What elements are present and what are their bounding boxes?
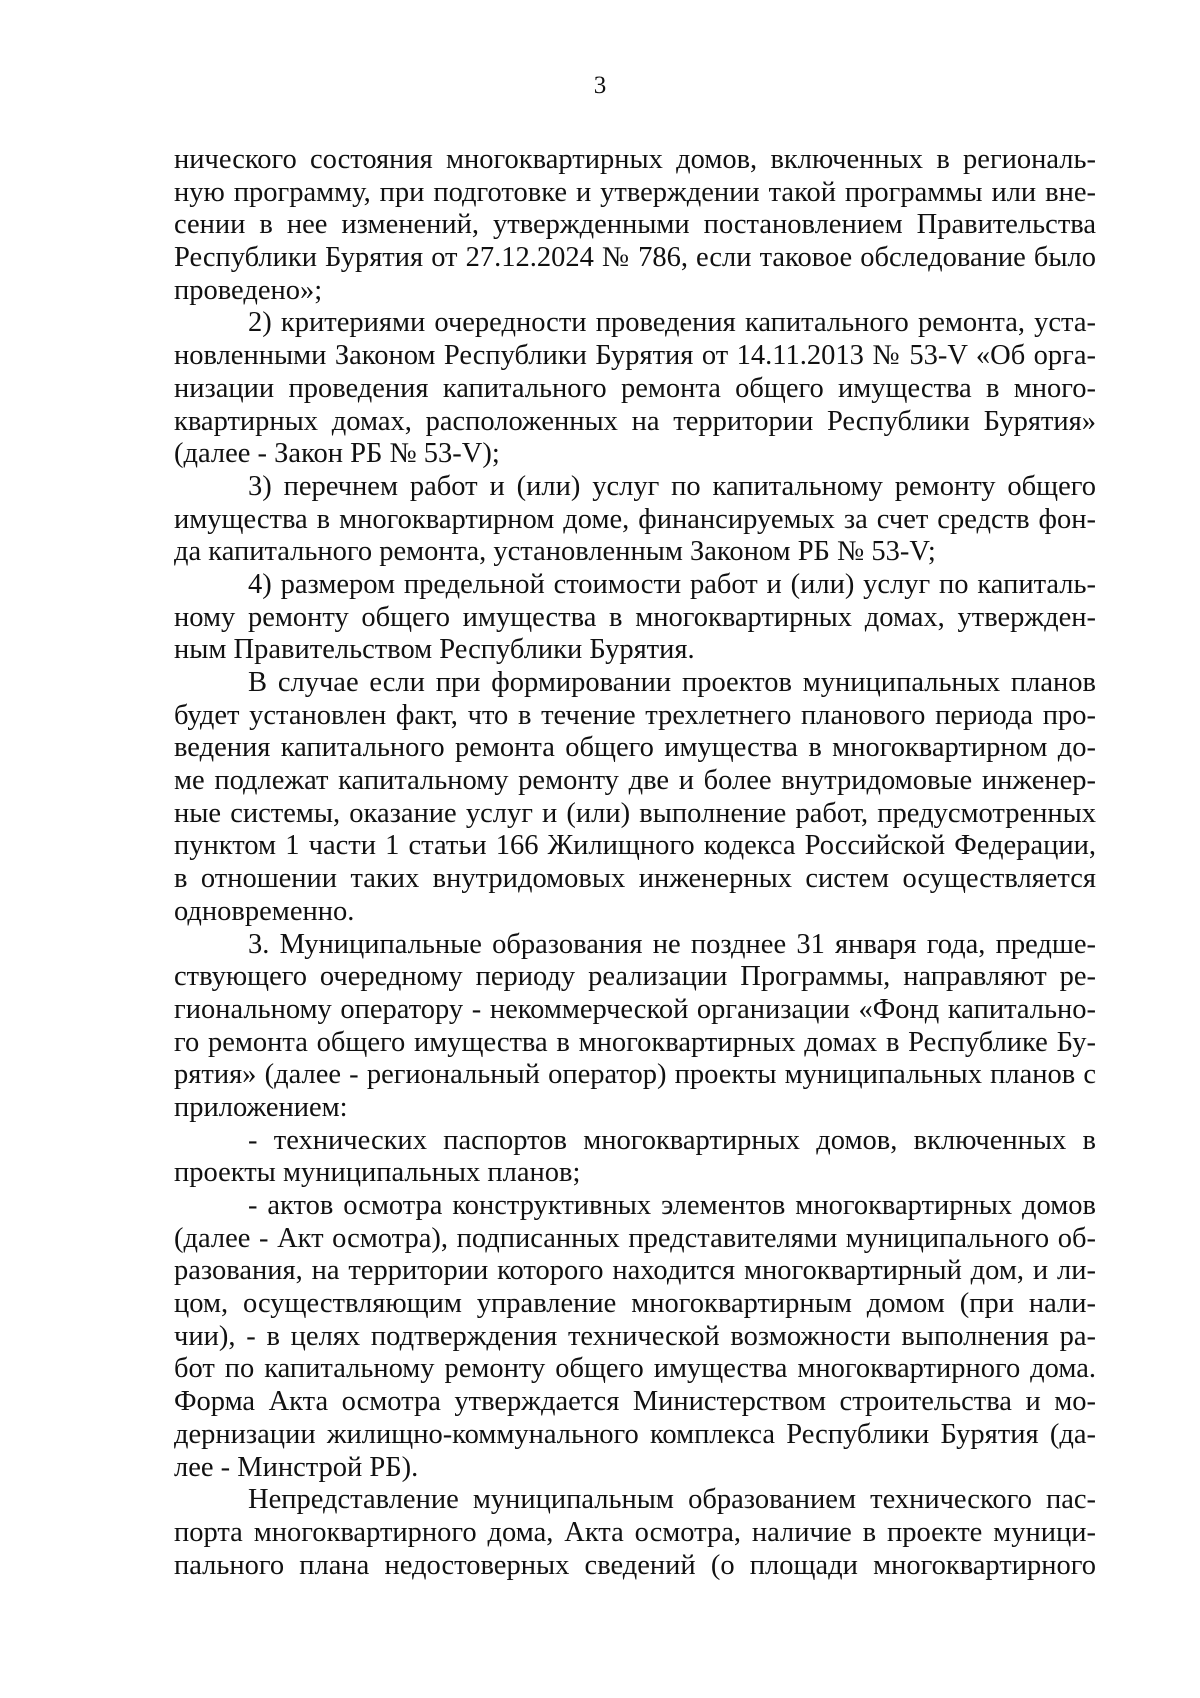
text-line: да капитального ремонта, установленным Законом РБ № 53-V;: [174, 536, 936, 568]
text-line: чии), - в целях подтверждения технической возможности выполнения ра-: [174, 1320, 1096, 1352]
text-line: го ремонта общего имущества в многоквартирных домах в Республике Бу-: [174, 1026, 1096, 1058]
text-line: дернизации жилищно-коммунального комплекса Республики Бурятия (да-: [174, 1418, 1096, 1450]
text-line: ному ремонту общего имущества в многоквартирных домах, утвержден-: [174, 601, 1096, 633]
text-line: пального плана недостоверных сведений (о площади многоквартирного: [174, 1549, 1096, 1581]
text-line: лее - Минстрой РБ).: [174, 1451, 419, 1483]
text-line: Республики Бурятия от 27.12.2024 № 786, если таковое обследование было: [174, 242, 1096, 274]
text-line: В случае если при формировании проектов муниципальных планов: [248, 667, 1096, 698]
text-line: бот по капитальному ремонту общего имущества многоквартирного дома.: [174, 1353, 1096, 1385]
text-line: ные системы, оказание услуг и (или) выполнение работ, предусмотренных: [174, 797, 1096, 829]
text-line: 3) перечнем работ и (или) услуг по капитальному ремонту общего: [248, 470, 1096, 502]
text-line: 2) критериями очередности проведения капитального ремонта, уста-: [248, 307, 1096, 339]
text-line: имущества в многоквартирном доме, финансируемых за счет средств фон-: [174, 503, 1096, 535]
text-line: ную программу, при подготовке и утверждении такой программы или вне-: [174, 176, 1096, 208]
text-line: (далее - Закон РБ № 53-V);: [174, 438, 500, 470]
text-line: квартирных домах, расположенных на территории Республики Бурятия»: [174, 405, 1096, 437]
text-line: сении в нее изменений, утвержденными постановлением Правительства: [174, 209, 1096, 241]
text-line: (далее - Акт осмотра), подписанных представителями муниципального об-: [174, 1222, 1096, 1254]
text-line: проведено»;: [174, 274, 323, 306]
document-body: [174, 144, 1096, 1582]
text-line: низации проведения капитального ремонта общего имущества в много-: [174, 372, 1096, 404]
text-line: проекты муниципальных планов;: [174, 1157, 581, 1189]
text-line: цом, осуществляющим управление многоквартирным домом (при нали-: [174, 1288, 1096, 1320]
page-number: 3: [593, 72, 607, 99]
text-line: гиональному оператору - некоммерческой организации «Фонд капитально-: [174, 993, 1096, 1025]
text-line: приложением:: [174, 1091, 348, 1123]
text-line: ме подлежат капитальному ремонту две и более внутридомовые инженер-: [174, 765, 1096, 797]
text-line: - актов осмотра конструктивных элементов многоквартирных домов: [248, 1190, 1096, 1221]
text-line: пунктом 1 части 1 статьи 166 Жилищного кодекса Российской Федерации,: [174, 830, 1096, 862]
text-line: в отношении таких внутридомовых инженерных систем осуществляется: [174, 863, 1096, 895]
text-line: одновременно.: [174, 895, 355, 927]
text-line: ным Правительством Республики Бурятия.: [174, 634, 695, 666]
text-line: будет установлен факт, что в течение трехлетнего планового периода про-: [174, 699, 1096, 731]
text-line: рятия» (далее - региональный оператор) проекты муниципальных планов с: [174, 1059, 1096, 1091]
text-line: порта многоквартирного дома, Акта осмотра, наличие в проекте муници-: [174, 1516, 1096, 1548]
text-line: Форма Акта осмотра утверждается Министерством строительства и мо-: [174, 1386, 1096, 1418]
text-line: разования, на территории которого находится многоквартирный дом, и ли-: [174, 1255, 1096, 1287]
text-line: ведения капитального ремонта общего имущества в многоквартирном до-: [174, 732, 1096, 764]
text-line: новленными Законом Республики Бурятия от 14.11.2013 № 53-V «Об орга-: [174, 340, 1096, 372]
text-line: ствующего очередному периоду реализации Программы, направляют ре-: [174, 961, 1096, 993]
text-line: 4) размером предельной стоимости работ и (или) услуг по капиталь-: [248, 568, 1096, 600]
text-line: нического состояния многоквартирных домов, включенных в региональ-: [174, 144, 1096, 175]
text-line: Непредставление муниципальным образованием технического пас-: [248, 1484, 1096, 1516]
text-line: - технических паспортов многоквартирных домов, включенных в: [248, 1124, 1096, 1156]
text-line: 3. Муниципальные образования не позднее 31 января года, предше-: [248, 928, 1096, 960]
